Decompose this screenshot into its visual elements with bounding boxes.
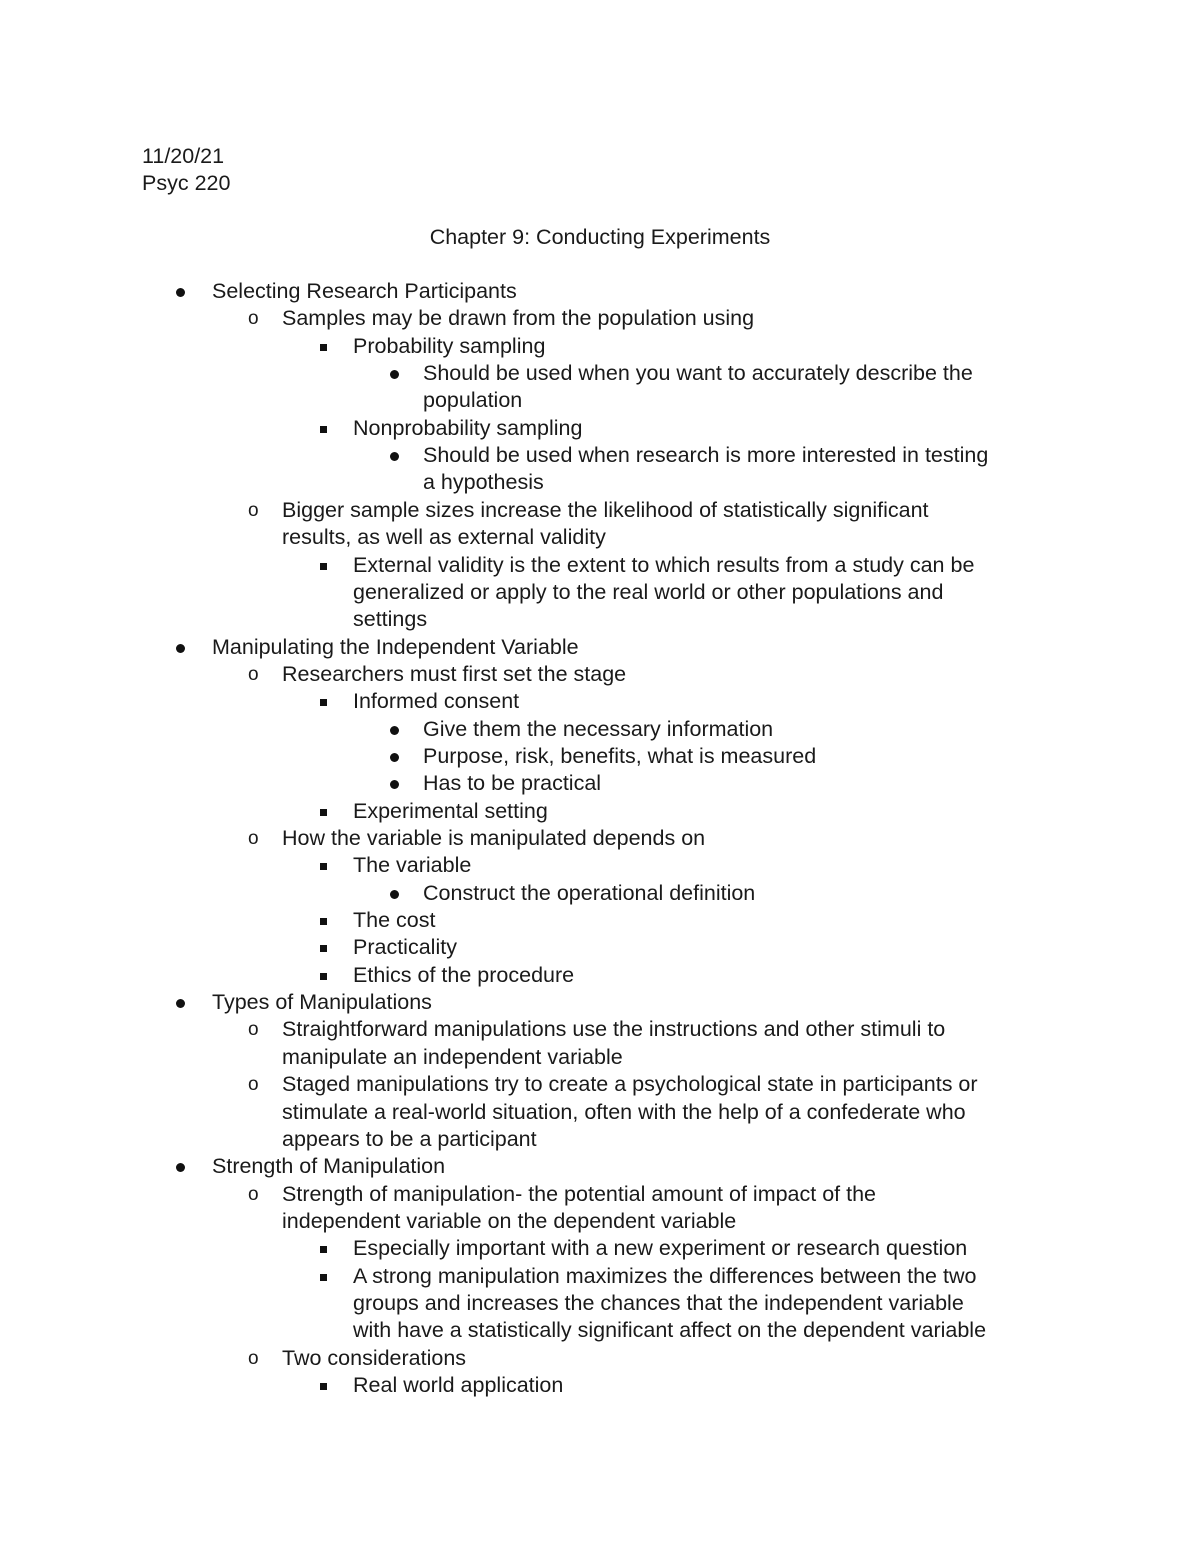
outline-item-text: Samples may be drawn from the population using <box>282 306 755 331</box>
outline-item-text: The cost <box>353 908 436 933</box>
outline-item-text: Researchers must first set the stage <box>282 661 627 686</box>
outline-item-text: Two considerations <box>282 1345 467 1370</box>
outline-item-text: Should be used when you want to accurately describe the <box>423 361 973 386</box>
bullet-dot-icon <box>390 726 399 735</box>
outline-item-text: Practicality <box>353 935 457 960</box>
outline-continuation-text: generalized or apply to the real world or other populations and <box>353 579 944 604</box>
outline-item-text: Bigger sample sizes increase the likelihood of statistically significant <box>282 497 929 522</box>
outline-item-text: Strength of Manipulation <box>212 1154 446 1179</box>
bullet-square-icon <box>320 809 327 816</box>
bullet-dot-icon <box>390 780 399 789</box>
bullet-dot-icon <box>176 288 185 297</box>
bullet-circle-icon: o <box>248 828 259 849</box>
bullet-square-icon <box>320 863 327 870</box>
outline-item-text: Has to be practical <box>423 771 602 796</box>
bullet-circle-icon: o <box>248 663 259 685</box>
bullet-circle-icon: o <box>248 499 259 521</box>
bullet-square-icon <box>320 426 327 433</box>
outline-item-text: Construct the operational definition <box>423 880 756 905</box>
outline-continuation-text: settings <box>353 607 428 632</box>
outline-item-text: Especially important with a new experiment or research question <box>353 1236 968 1261</box>
outline-continuation-text: population <box>423 388 523 413</box>
bullet-square-icon <box>320 1274 327 1281</box>
outline-item-text: Purpose, risk, benefits, what is measured <box>423 743 817 768</box>
bullet-square-icon <box>320 1246 327 1253</box>
bullet-circle-icon: o <box>248 1074 259 1096</box>
bullet-circle-icon: o <box>248 1019 259 1041</box>
bullet-square-icon <box>320 945 327 952</box>
outline-item-text: How the variable is manipulated depends on <box>282 826 706 850</box>
bullet-circle-icon: o <box>248 1183 259 1205</box>
bullet-circle-icon: o <box>248 308 259 330</box>
outline-continuation-text: stimulate a real-world situation, often with the help of a confederate who <box>282 1099 966 1124</box>
outline-item-text: Experimental setting <box>353 798 548 823</box>
bullet-square-icon <box>320 1383 327 1390</box>
outline-item-text: Real world application <box>353 1373 564 1397</box>
outline-item-text: Nonprobability sampling <box>353 415 583 440</box>
outline-item-text: External validity is the extent to which results from a study can be <box>353 552 975 577</box>
bullet-circle-icon: o <box>248 1347 259 1369</box>
date-line: 11/20/21 <box>142 144 225 168</box>
outline-item-text: The variable <box>353 853 472 878</box>
bullet-square-icon <box>320 699 327 706</box>
outline-continuation-text: manipulate an independent variable <box>282 1044 623 1069</box>
bullet-square-icon <box>320 973 327 980</box>
outline-item-text: Should be used when research is more interested in testing <box>423 443 989 468</box>
bullet-square-icon <box>320 918 327 925</box>
outline-item-text: Informed consent <box>353 689 520 714</box>
outline-continuation-text: groups and increases the chances that the independent variable <box>353 1290 964 1315</box>
bullet-dot-icon <box>390 753 399 762</box>
bullet-dot-icon <box>390 452 399 461</box>
outline-item-text: Types of Manipulations <box>212 990 432 1015</box>
outline-continuation-text: a hypothesis <box>423 470 544 495</box>
bullet-dot-icon <box>176 1163 185 1172</box>
bullet-square-icon <box>320 344 327 351</box>
course-line: Psyc 220 <box>142 171 231 195</box>
bullet-square-icon <box>320 563 327 570</box>
outline-item-text: Probability sampling <box>353 333 546 358</box>
outline-item-text: Manipulating the Independent Variable <box>212 634 579 659</box>
outline-item-text: Strength of manipulation- the potential amount of impact of the <box>282 1181 877 1206</box>
outline-continuation-text: appears to be a participant <box>282 1126 537 1151</box>
bullet-dot-icon <box>176 644 185 653</box>
bullet-dot-icon <box>390 890 399 899</box>
outline-continuation-text: independent variable on the dependent variable <box>282 1208 737 1233</box>
outline-item-text: Straightforward manipulations use the instructions and other stimuli to <box>282 1017 946 1042</box>
outline-item-text: Ethics of the procedure <box>353 962 575 987</box>
outline-continuation-text: results, as well as external validity <box>282 525 606 550</box>
bullet-dot-icon <box>176 999 185 1008</box>
page-title: Chapter 9: Conducting Experiments <box>429 225 771 249</box>
outline-continuation-text: with have a statistically significant affect on the dependent variable <box>353 1318 987 1343</box>
outline-item-text: Selecting Research Participants <box>212 279 517 303</box>
outline-item-text: Staged manipulations try to create a psychological state in participants or <box>282 1072 978 1097</box>
bullet-dot-icon <box>390 370 399 379</box>
outline-item-text: Give them the necessary information <box>423 716 774 741</box>
outline-item-text: A strong manipulation maximizes the differences between the two <box>353 1263 977 1288</box>
